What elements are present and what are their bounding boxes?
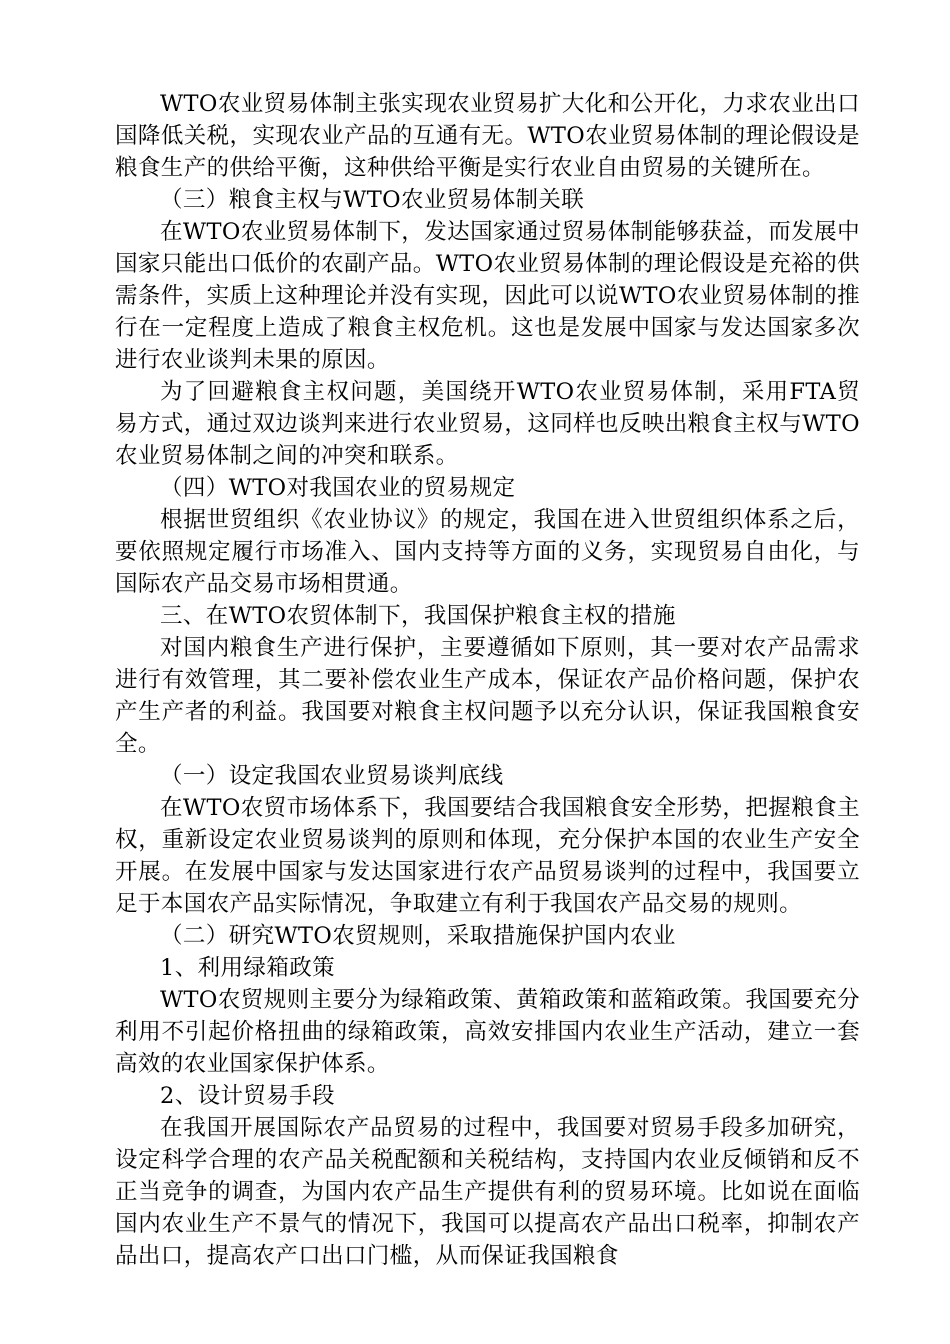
paragraph: 在我国开展国际农产品贸易的过程中，我国要对贸易手段多加研究，设定科学合理的农产品关税配额和关税结构，支持国内农业反倾销和反不正当竞争的调查，为国内农产品生产提供有利的贸易环境。比如说在面临国内农业生产不景气的情况下，我国可以提高农产品出口税率，抑制农产品出口，提高农产口出口门槛，从而保证我国粮食 xyxy=(115,1115,860,1269)
section-heading: （二）研究WTO农贸规则，采取措施保护国内农业 xyxy=(160,923,676,949)
section-heading: 三、在WTO农贸体制下，我国保护粮食主权的措施 xyxy=(160,603,676,629)
section-heading: （四）WTO对我国农业的贸易规定 xyxy=(160,475,516,501)
paragraph: 对国内粮食生产进行保护，主要遵循如下原则，其一要对农产品需求进行有效管理，其二要补偿农业生产成本，保证农产品价格问题，保护农产生产者的利益。我国要对粮食主权问题予以充分认识，保证我国粮食安全。 xyxy=(115,635,860,757)
paragraph: 在WTO农业贸易体制下，发达国家通过贸易体制能够获益，而发展中国家只能出口低价的农副产品。WTO农业贸易体制的理论假设是充裕的供需条件，实质上这种理论并没有实现，因此可以说WTO农业贸易体制的推行在一定程度上造成了粮食主权危机。这也是发展中国家与发达国家多次进行农业谈判未果的原因。 xyxy=(115,219,860,373)
subsection-heading: 1、利用绿箱政策 xyxy=(160,955,336,981)
paragraph: 根据世贸组织《农业协议》的规定，我国在进入世贸组织体系之后，要依照规定履行市场准入、国内支持等方面的义务，实现贸易自由化，与国际农产品交易市场相贯通。 xyxy=(115,507,860,597)
paragraph: 在WTO农贸市场体系下，我国要结合我国粮食安全形势，把握粮食主权，重新设定农业贸易谈判的原则和体现，充分保护本国的农业生产安全开展。在发展中国家与发达国家进行农产品贸易谈判的过程中，我国要立足于本国农产品实际情况，争取建立有利于我国农产品交易的规则。 xyxy=(115,795,860,917)
subsection-heading: 2、设计贸易手段 xyxy=(160,1083,336,1109)
paragraph: 为了回避粮食主权问题，美国绕开WTO农业贸易体制，采用FTA贸易方式，通过双边谈判来进行农业贸易，这同样也反映出粮食主权与WTO农业贸易体制之间的冲突和联系。 xyxy=(115,379,860,469)
section-heading: （三）粮食主权与WTO农业贸易体制关联 xyxy=(160,187,585,213)
document-body xyxy=(115,88,860,1272)
paragraph: WTO农贸规则主要分为绿箱政策、黄箱政策和蓝箱政策。我国要充分利用不引起价格扭曲的绿箱政策，高效安排国内农业生产活动，建立一套高效的农业国家保护体系。 xyxy=(115,987,860,1077)
section-heading: （一）设定我国农业贸易谈判底线 xyxy=(160,763,504,789)
paragraph: WTO农业贸易体制主张实现农业贸易扩大化和公开化，力求农业出口国降低关税，实现农业产品的互通有无。WTO农业贸易体制的理论假设是粮食生产的供给平衡，这种供给平衡是实行农业自由贸易的关键所在。 xyxy=(115,91,860,181)
